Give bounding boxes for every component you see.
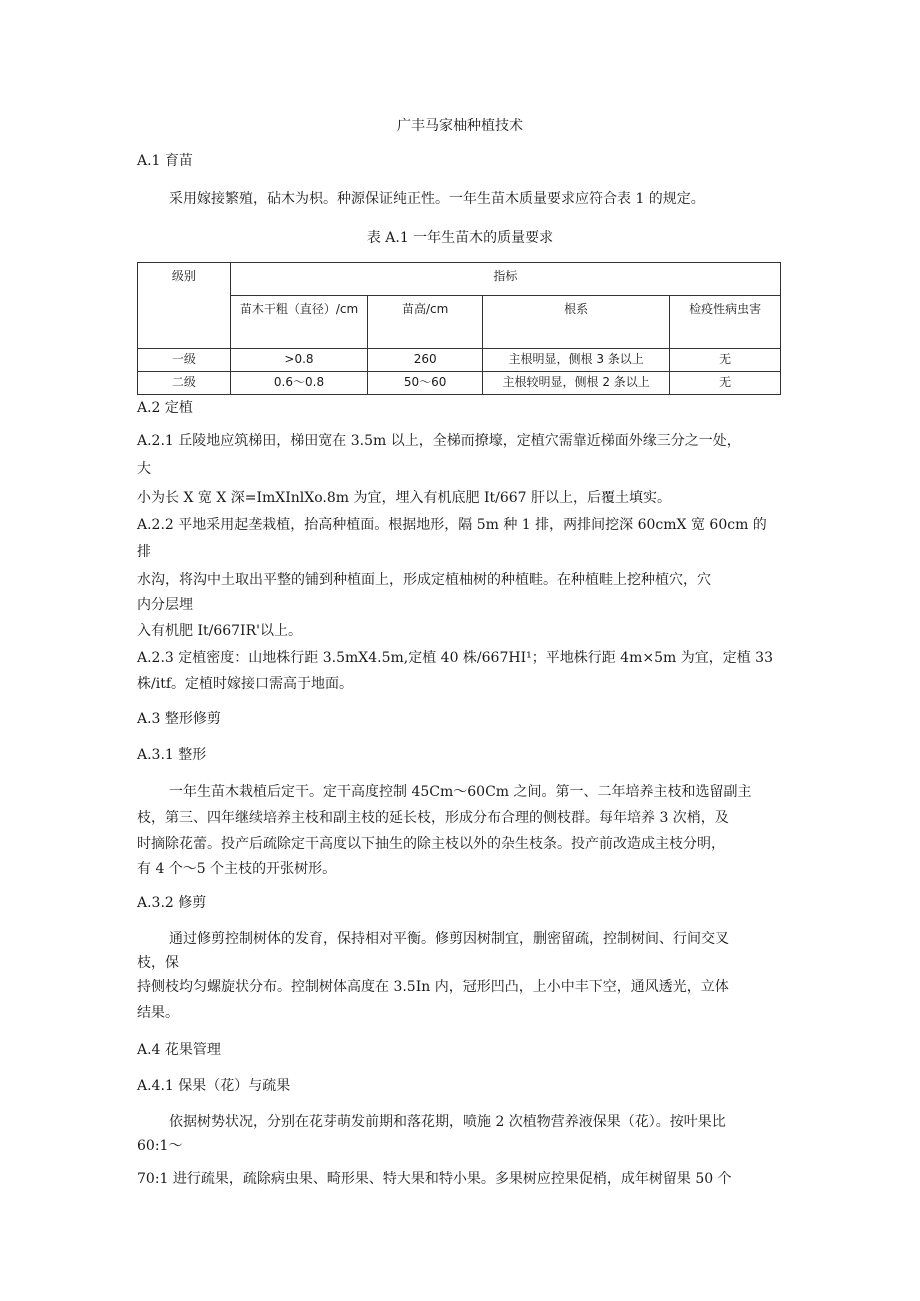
header-grade: 级别 <box>138 263 231 349</box>
cell-height: 50～60 <box>368 372 483 395</box>
paragraph-line: 大 <box>137 461 151 477</box>
header-height: 苗高/cm <box>368 296 483 349</box>
table-row <box>138 372 781 395</box>
cell-pest: 无 <box>670 349 781 372</box>
section-a2-heading: A.2 定植 <box>137 400 193 416</box>
seedling-quality-table <box>137 262 781 395</box>
cell-grade: 一级 <box>138 349 231 372</box>
paragraph-line: 内分层埋 <box>137 597 193 613</box>
paragraph-line: 入有机肥 It/667IR'以上。 <box>137 623 302 639</box>
paragraph-line: A.2.2 平地采用起垄栽植，抬高种植面。根据地形，隔 5m 种 1 排，两排间挖深 60cmX 宽 60cm 的 <box>137 517 767 533</box>
paragraph-line: 一年生苗木栽植后定干。定干高度控制 45Cm～60Cm 之间。第一、二年培养主枝和选留副主 <box>169 784 752 800</box>
paragraph-line: 枝，保 <box>137 955 179 971</box>
section-a41-heading: A.4.1 保果（花）与疏果 <box>137 1078 291 1094</box>
cell-trunk: 0.6～0.8 <box>230 372 368 395</box>
paragraph-line: 水沟，将沟中土取出平整的铺到种植面上，形成定植柚树的种植畦。在种植畦上挖种植穴，穴 <box>137 572 711 588</box>
paragraph-line: A.2.1 丘陵地应筑梯田，梯田宽在 3.5m 以上，全梯而撩壕，定植穴需靠近梯面外缘三分之一处， <box>137 433 741 449</box>
paragraph-line: 有 4 个～5 个主枝的开张树形。 <box>137 861 337 877</box>
paragraph-line: 株/itf。定植时嫁接口需高于地面。 <box>137 676 354 692</box>
paragraph-line: 结果。 <box>137 1005 179 1021</box>
paragraph-line: 60:1～ <box>137 1138 183 1154</box>
paragraph-line: 排 <box>137 544 151 560</box>
table-caption: 表 A.1 一年生苗木的质量要求 <box>366 230 554 246</box>
header-pest: 检疫性病虫害 <box>670 296 781 349</box>
paragraph-line: 小为长 X 宽 X 深=ImXInlXo.8m 为宜，埋入有机底肥 It/667 肝以上，后覆土填实。 <box>137 490 671 506</box>
paragraph-line: 通过修剪控制树体的发育，保持相对平衡。修剪因树制宜，删密留疏，控制树间、行间交叉 <box>169 931 729 947</box>
paragraph-line: 持侧枝均匀螺旋状分布。控制树体高度在 3.5In 内，冠形凹凸，上小中丰下空，通风透光，立体 <box>137 979 729 995</box>
header-index: 指标 <box>230 263 780 296</box>
section-a4-heading: A.4 花果管理 <box>137 1042 221 1058</box>
cell-trunk: >0.8 <box>230 349 368 372</box>
paragraph-line: 70:1 进行疏果，疏除病虫果、畸形果、特大果和特小果。多果树应控果促梢，成年树留果 50 个 <box>137 1171 732 1187</box>
paragraph-line: 依据树势状况，分别在花芽萌发前期和落花期，喷施 2 次植物营养液保果（花）。按叶果比 <box>169 1114 726 1130</box>
header-trunk: 苗木干粗（直径）/cm <box>230 296 368 349</box>
paragraph-line: A.2.3 定植密度：山地株行距 3.5mX4.5m,定植 40 株/667HI¹；平地株行距 4m×5m 为宜，定植 33 <box>137 650 773 666</box>
cell-root: 主根较明显，侧根 2 条以上 <box>483 372 670 395</box>
section-a3-heading: A.3 整形修剪 <box>137 711 221 727</box>
paragraph-line: 时摘除花蕾。投产后疏除定干高度以下抽生的除主枝以外的杂生枝条。投产前改造成主枝分明， <box>137 836 725 852</box>
header-root: 根系 <box>483 296 670 349</box>
cell-grade: 二级 <box>138 372 231 395</box>
page-title: 广丰马家柚种植技术 <box>397 118 523 134</box>
section-a1-text: 采用嫁接繁殖，砧木为枳。种源保证纯正性。一年生苗木质量要求应符合表 1 的规定。 <box>169 191 705 207</box>
paragraph-line: 枝，第三、四年继续培养主枝和副主枝的延长枝，形成分布合理的侧枝群。每年培养 3 次梢，及 <box>137 810 729 826</box>
cell-pest: 无 <box>670 372 781 395</box>
section-a31-heading: A.3.1 整形 <box>137 747 207 763</box>
cell-root: 主根明显，侧根 3 条以上 <box>483 349 670 372</box>
section-a1-heading: A.1 育苗 <box>137 153 193 169</box>
table-row <box>138 349 781 372</box>
cell-height: 260 <box>368 349 483 372</box>
section-a32-heading: A.3.2 修剪 <box>137 895 207 911</box>
